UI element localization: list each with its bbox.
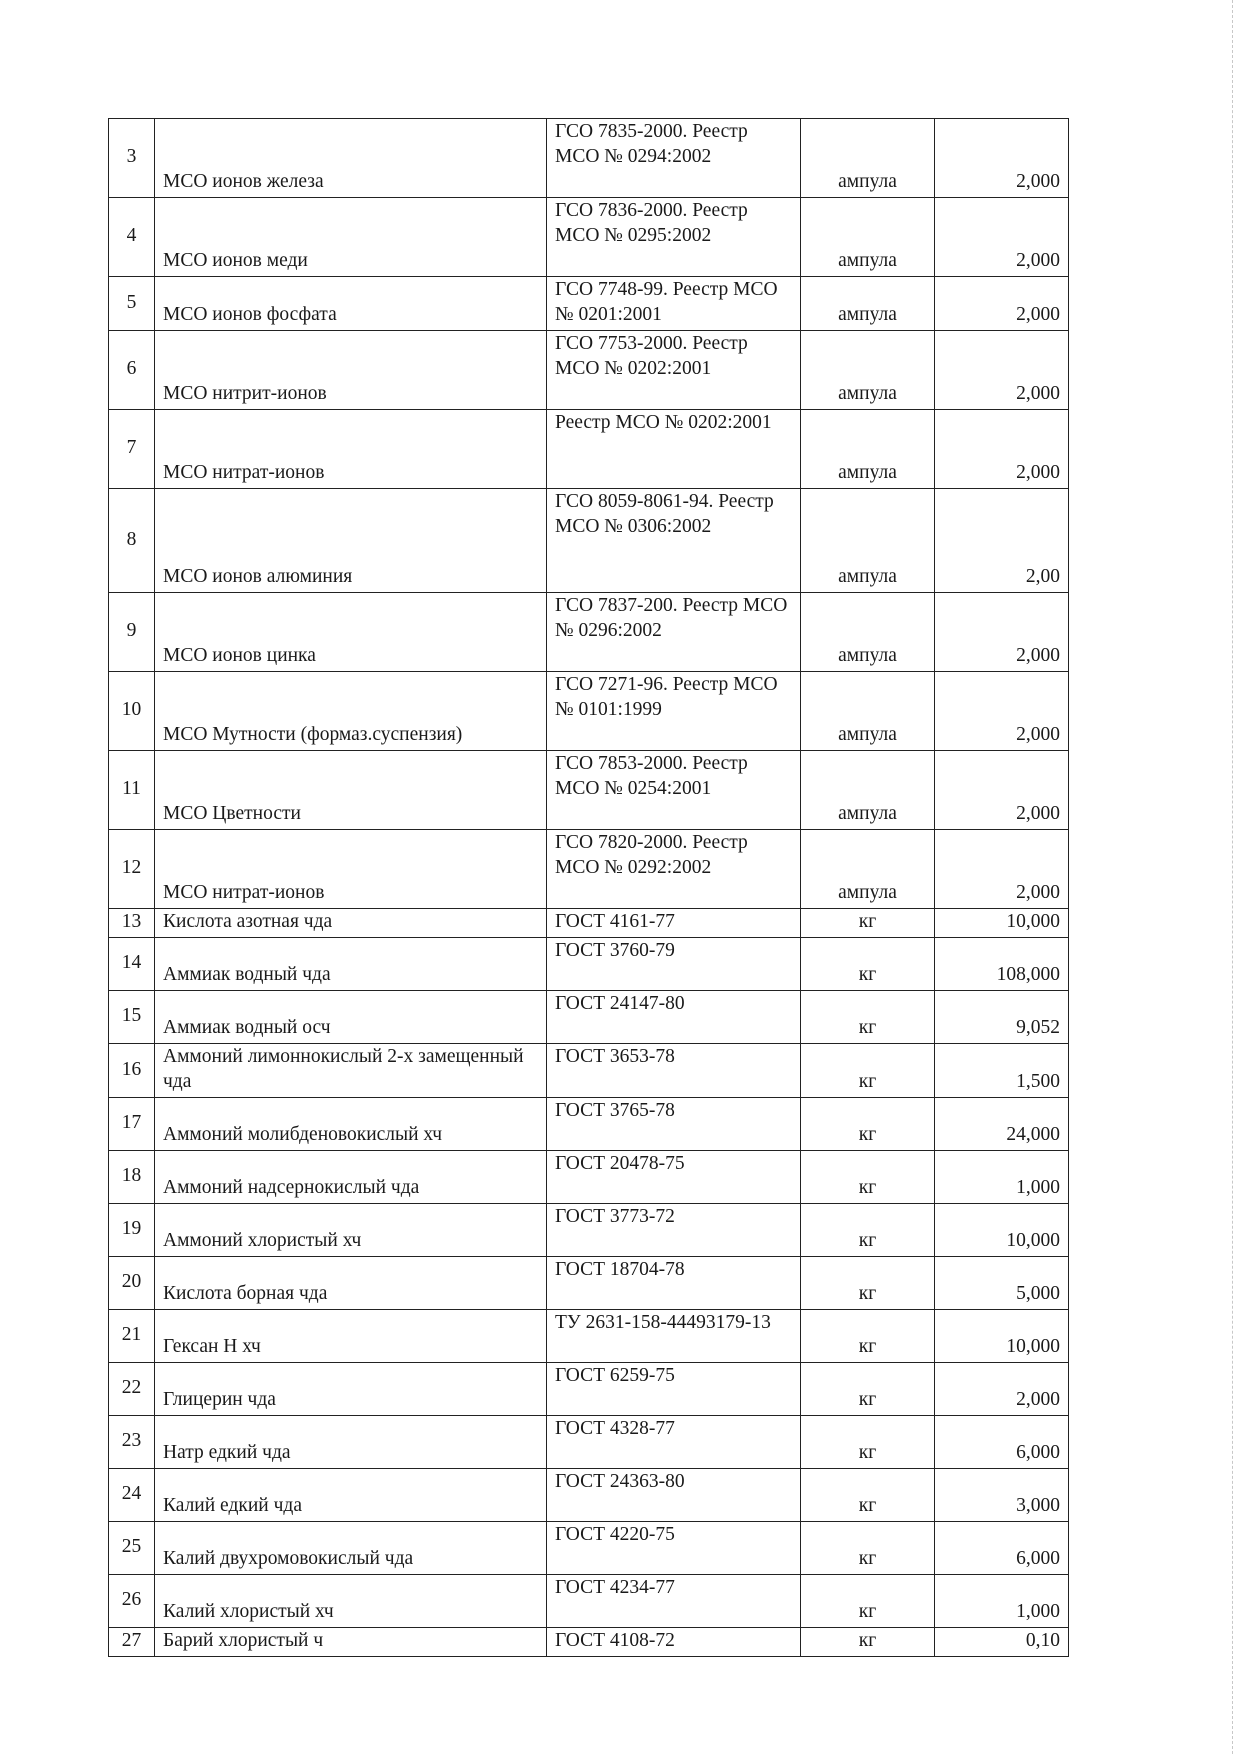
row-number: 7 (109, 410, 155, 489)
row-number: 17 (109, 1098, 155, 1151)
item-standard: ГОСТ 24147-80 (547, 991, 801, 1044)
item-name: Кислота борная чда (155, 1257, 547, 1310)
item-quantity: 2,000 (935, 277, 1069, 331)
item-name: МСО нитрат-ионов (155, 830, 547, 909)
row-number: 8 (109, 489, 155, 593)
item-name: Аммиак водный чда (155, 938, 547, 991)
row-number: 4 (109, 198, 155, 277)
item-quantity: 2,00 (935, 489, 1069, 593)
table-row (109, 938, 1069, 991)
item-quantity: 2,000 (935, 119, 1069, 198)
item-standard: ГСО 7835-2000. Реестр МСО № 0294:2002 (547, 119, 801, 198)
item-quantity: 9,052 (935, 991, 1069, 1044)
table-row (109, 277, 1069, 331)
table-row (109, 830, 1069, 909)
table-row (109, 331, 1069, 410)
item-name: Натр едкий чда (155, 1416, 547, 1469)
item-quantity: 2,000 (935, 593, 1069, 672)
item-name: МСО ионов железа (155, 119, 547, 198)
item-unit: кг (801, 1416, 935, 1469)
item-unit: ампула (801, 331, 935, 410)
item-standard: ГСО 7853-2000. Реестр МСО № 0254:2001 (547, 751, 801, 830)
item-standard: ГСО 7271-96. Реестр МСО № 0101:1999 (547, 672, 801, 751)
item-standard: ГОСТ 4234-77 (547, 1575, 801, 1628)
item-quantity: 0,10 (935, 1628, 1069, 1657)
item-unit: ампула (801, 672, 935, 751)
item-standard: ГОСТ 6259-75 (547, 1363, 801, 1416)
item-quantity: 6,000 (935, 1416, 1069, 1469)
item-unit: кг (801, 938, 935, 991)
table-row (109, 593, 1069, 672)
row-number: 11 (109, 751, 155, 830)
table-row (109, 672, 1069, 751)
table-row (109, 1204, 1069, 1257)
item-unit: ампула (801, 751, 935, 830)
table-row (109, 119, 1069, 198)
item-name: МСО ионов меди (155, 198, 547, 277)
item-quantity: 2,000 (935, 751, 1069, 830)
table-row (109, 1575, 1069, 1628)
table-row (109, 1522, 1069, 1575)
item-name: МСО ионов цинка (155, 593, 547, 672)
table-row (109, 751, 1069, 830)
item-standard: ГОСТ 3653-78 (547, 1044, 801, 1098)
item-unit: кг (801, 1204, 935, 1257)
row-number: 18 (109, 1151, 155, 1204)
row-number: 12 (109, 830, 155, 909)
item-quantity: 2,000 (935, 410, 1069, 489)
table-row (109, 1363, 1069, 1416)
table-row (109, 1628, 1069, 1657)
item-quantity: 2,000 (935, 830, 1069, 909)
row-number: 13 (109, 909, 155, 938)
item-unit: ампула (801, 593, 935, 672)
item-unit: кг (801, 1257, 935, 1310)
table-row (109, 410, 1069, 489)
item-standard: ГСО 7753-2000. Реестр МСО № 0202:2001 (547, 331, 801, 410)
item-quantity: 1,500 (935, 1044, 1069, 1098)
item-name: МСО нитрат-ионов (155, 410, 547, 489)
item-standard: ГОСТ 4161-77 (547, 909, 801, 938)
row-number: 27 (109, 1628, 155, 1657)
item-quantity: 6,000 (935, 1522, 1069, 1575)
item-name: МСО нитрит-ионов (155, 331, 547, 410)
item-unit: ампула (801, 119, 935, 198)
item-unit: кг (801, 1151, 935, 1204)
item-name: Глицерин чда (155, 1363, 547, 1416)
item-name: Аммоний лимоннокислый 2-х замещенный чда (155, 1044, 547, 1098)
item-quantity: 10,000 (935, 1204, 1069, 1257)
item-unit: кг (801, 909, 935, 938)
item-name: Барий хлористый ч (155, 1628, 547, 1657)
row-number: 5 (109, 277, 155, 331)
item-standard: ГСО 7836-2000. Реестр МСО № 0295:2002 (547, 198, 801, 277)
item-unit: кг (801, 1628, 935, 1657)
table-row (109, 1257, 1069, 1310)
table-row (109, 489, 1069, 593)
item-quantity: 2,000 (935, 672, 1069, 751)
item-standard: ГОСТ 4108-72 (547, 1628, 801, 1657)
item-name: МСО ионов фосфата (155, 277, 547, 331)
row-number: 16 (109, 1044, 155, 1098)
item-unit: кг (801, 1522, 935, 1575)
item-name: Аммоний надсернокислый чда (155, 1151, 547, 1204)
item-quantity: 24,000 (935, 1098, 1069, 1151)
row-number: 3 (109, 119, 155, 198)
item-name: МСО ионов алюминия (155, 489, 547, 593)
item-quantity: 10,000 (935, 1310, 1069, 1363)
item-name: Калий хлористый хч (155, 1575, 547, 1628)
table-row (109, 1310, 1069, 1363)
table-row (109, 1469, 1069, 1522)
item-standard: ГОСТ 4328-77 (547, 1416, 801, 1469)
row-number: 22 (109, 1363, 155, 1416)
item-standard: ТУ 2631-158-44493179-13 (547, 1310, 801, 1363)
item-standard: ГОСТ 24363-80 (547, 1469, 801, 1522)
item-standard: ГСО 7837-200. Реестр МСО № 0296:2002 (547, 593, 801, 672)
item-unit: кг (801, 1044, 935, 1098)
item-unit: кг (801, 1575, 935, 1628)
item-name: Аммоний молибденовокислый хч (155, 1098, 547, 1151)
item-standard: ГОСТ 4220-75 (547, 1522, 801, 1575)
item-unit: кг (801, 1098, 935, 1151)
row-number: 21 (109, 1310, 155, 1363)
table-row (109, 1151, 1069, 1204)
row-number: 14 (109, 938, 155, 991)
item-unit: кг (801, 991, 935, 1044)
item-standard: ГСО 7748-99. Реестр МСО № 0201:2001 (547, 277, 801, 331)
table-row (109, 991, 1069, 1044)
item-name: Аммиак водный осч (155, 991, 547, 1044)
item-name: Калий двухромовокислый чда (155, 1522, 547, 1575)
item-unit: ампула (801, 489, 935, 593)
item-standard: ГСО 7820-2000. Реестр МСО № 0292:2002 (547, 830, 801, 909)
table-row (109, 198, 1069, 277)
reagents-table (108, 118, 1069, 1657)
row-number: 15 (109, 991, 155, 1044)
item-quantity: 5,000 (935, 1257, 1069, 1310)
item-standard: ГОСТ 3765-78 (547, 1098, 801, 1151)
item-unit: кг (801, 1469, 935, 1522)
item-standard: ГСО 8059-8061-94. Реестр МСО № 0306:2002 (547, 489, 801, 593)
item-quantity: 1,000 (935, 1575, 1069, 1628)
row-number: 9 (109, 593, 155, 672)
item-quantity: 2,000 (935, 331, 1069, 410)
table-row (109, 1416, 1069, 1469)
item-unit: кг (801, 1310, 935, 1363)
row-number: 24 (109, 1469, 155, 1522)
item-standard: ГОСТ 3760-79 (547, 938, 801, 991)
item-unit: ампула (801, 198, 935, 277)
item-quantity: 3,000 (935, 1469, 1069, 1522)
table-row (109, 909, 1069, 938)
row-number: 6 (109, 331, 155, 410)
row-number: 10 (109, 672, 155, 751)
row-number: 23 (109, 1416, 155, 1469)
item-name: МСО Мутности (формаз.суспензия) (155, 672, 547, 751)
item-name: Кислота азотная чда (155, 909, 547, 938)
item-unit: кг (801, 1363, 935, 1416)
item-standard: Реестр МСО № 0202:2001 (547, 410, 801, 489)
row-number: 26 (109, 1575, 155, 1628)
item-standard: ГОСТ 20478-75 (547, 1151, 801, 1204)
item-quantity: 108,000 (935, 938, 1069, 991)
item-name: Аммоний хлористый хч (155, 1204, 547, 1257)
item-quantity: 2,000 (935, 198, 1069, 277)
item-quantity: 10,000 (935, 909, 1069, 938)
item-standard: ГОСТ 3773-72 (547, 1204, 801, 1257)
row-number: 25 (109, 1522, 155, 1575)
item-name: Гексан Н хч (155, 1310, 547, 1363)
table-row (109, 1098, 1069, 1151)
item-name: МСО Цветности (155, 751, 547, 830)
row-number: 19 (109, 1204, 155, 1257)
row-number: 20 (109, 1257, 155, 1310)
item-quantity: 2,000 (935, 1363, 1069, 1416)
item-standard: ГОСТ 18704-78 (547, 1257, 801, 1310)
page-edge-line (1232, 0, 1234, 1754)
table-row (109, 1044, 1069, 1098)
item-unit: ампула (801, 830, 935, 909)
item-unit: ампула (801, 410, 935, 489)
item-quantity: 1,000 (935, 1151, 1069, 1204)
item-unit: ампула (801, 277, 935, 331)
item-name: Калий едкий чда (155, 1469, 547, 1522)
